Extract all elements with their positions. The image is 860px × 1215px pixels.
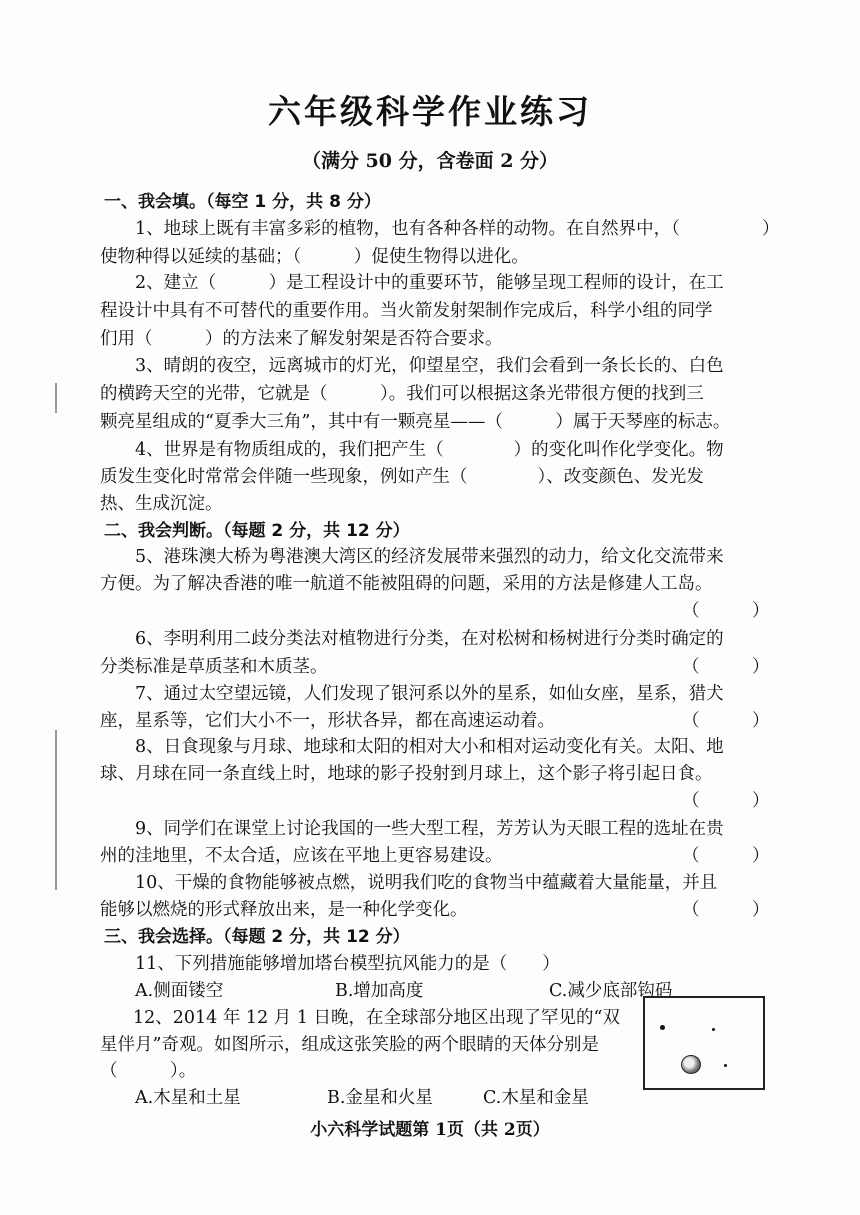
answer-paren: （ ） xyxy=(682,601,770,621)
question-line: 质发生变化时常常会伴随一些现象，例如产生（ ）、改变颜色、发光发 xyxy=(100,467,704,487)
question-line: 8、日食现象与月球、地球和太阳的相对大小和相对运动变化有关。太阳、地 xyxy=(135,737,724,757)
question-line: 方便。为了解决香港的唯一航道不能被阻碍的问题，采用的方法是修建人工岛。 xyxy=(100,574,713,594)
choice-a: A.侧面镂空 xyxy=(135,981,224,1001)
choice-c: C.木星和金星 xyxy=(483,1088,589,1108)
left-eye-planet xyxy=(660,1025,665,1030)
question-line: 4、世界是有物质组成的，我们把产生（ ）的变化叫作化学变化。物 xyxy=(135,440,724,460)
question-line: 12、2014 年 12 月 1 日晚，在全球部分地区出现了罕见的“双 xyxy=(133,1008,620,1028)
page-subtitle: （满分 50 分，含卷面 2 分） xyxy=(301,150,559,172)
choice-b: B.金星和火星 xyxy=(327,1088,433,1108)
section-heading: 一、我会填。（每空 1 分，共 8 分） xyxy=(104,192,381,212)
smiley-moon-figure xyxy=(643,996,765,1090)
question-line: 们用（ ）的方法来了解发射架是否符合要求。 xyxy=(100,329,503,349)
question-line: 球、月球在同一条直线上时，地球的影子投射到月球上，这个影子将引起日食。 xyxy=(100,764,713,784)
question-line: 5、港珠澳大桥为粤港澳大湾区的经济发展带来强烈的动力，给文化交流带来 xyxy=(135,547,724,567)
margin-mark xyxy=(55,383,57,413)
question-line: 程设计中具有不可替代的重要作用。当火箭发射架制作完成后，科学小组的同学 xyxy=(100,301,713,321)
question-line: 3、晴朗的夜空，远离城市的灯光，仰望星空，我们会看到一条长长的、白色 xyxy=(135,356,724,376)
answer-paren: （ ） xyxy=(682,900,770,920)
star-dot xyxy=(724,1064,727,1067)
question-line: 1、地球上既有丰富多彩的植物，也有各种各样的动物。在自然界中，（ xyxy=(135,219,680,239)
answer-paren: （ ） xyxy=(682,711,770,731)
question-line: 颗亮星组成的“夏季大三角”，其中有一颗亮星——（ ）属于天琴座的标志。 xyxy=(100,412,731,432)
question-line: 的横跨天空的光带，它就是（ ）。我们可以根据这条光带很方便的找到三 xyxy=(100,384,704,404)
question-line: 6、李明利用二歧分类法对植物进行分类，在对松树和杨树进行分类时确定的 xyxy=(135,629,724,649)
section-heading: 二、我会判断。（每题 2 分，共 12 分） xyxy=(104,521,410,541)
answer-paren: （ ） xyxy=(682,846,770,866)
question-line: 能够以燃烧的形式释放出来，是一种化学变化。 xyxy=(100,900,468,920)
question-line: 10、干燥的食物能够被点燃，说明我们吃的食物当中蕴藏着大量能量，并且 xyxy=(135,873,718,893)
choice-b: B.增加高度 xyxy=(335,981,424,1001)
question-line: 2、建立（ ）是工程设计中的重要环节，能够呈现工程师的设计，在工 xyxy=(135,273,724,293)
answer-paren: （ ） xyxy=(682,791,770,811)
question-line: （ ）。 xyxy=(100,1061,197,1081)
question-line: 9、同学们在课堂上讨论我国的一些大型工程，芳芳认为天眼工程的选址在贵 xyxy=(135,819,724,839)
question-line: 星伴月”奇观。如图所示，组成这张笑脸的两个眼睛的天体分别是 xyxy=(100,1035,599,1055)
blank-close-paren: ） xyxy=(762,219,780,239)
question-line: 热、生成沉淀。 xyxy=(100,494,223,514)
answer-paren: （ ） xyxy=(682,657,770,677)
question-line: 11、下列措施能够增加塔台模型抗风能力的是（ ） xyxy=(135,954,560,974)
question-line: 分类标准是草质茎和木质茎。 xyxy=(100,657,328,677)
page-footer: 小六科学试题第 1页（共 2页） xyxy=(310,1120,550,1140)
crescent-moon-icon xyxy=(681,1055,701,1074)
choice-a: A.木星和土星 xyxy=(135,1088,241,1108)
section-heading: 三、我会选择。（每题 2 分，共 12 分） xyxy=(104,927,410,947)
choice-c: C.减少底部钩码 xyxy=(549,981,673,1001)
question-line: 7、通过太空望远镜，人们发现了银河系以外的星系，如仙女座，星系，猎犬 xyxy=(135,684,724,704)
question-line: 州的洼地里，不太合适，应该在平地上更容易建设。 xyxy=(100,846,503,866)
right-eye-planet xyxy=(712,1028,715,1031)
page-title: 六年级科学作业练习 xyxy=(268,92,592,131)
question-line: 座，星系等，它们大小不一，形状各异，都在高速运动着。 xyxy=(100,711,555,731)
margin-mark xyxy=(55,730,57,890)
question-line: 使物种得以延续的基础；（ ）促使生物得以进化。 xyxy=(100,247,529,267)
